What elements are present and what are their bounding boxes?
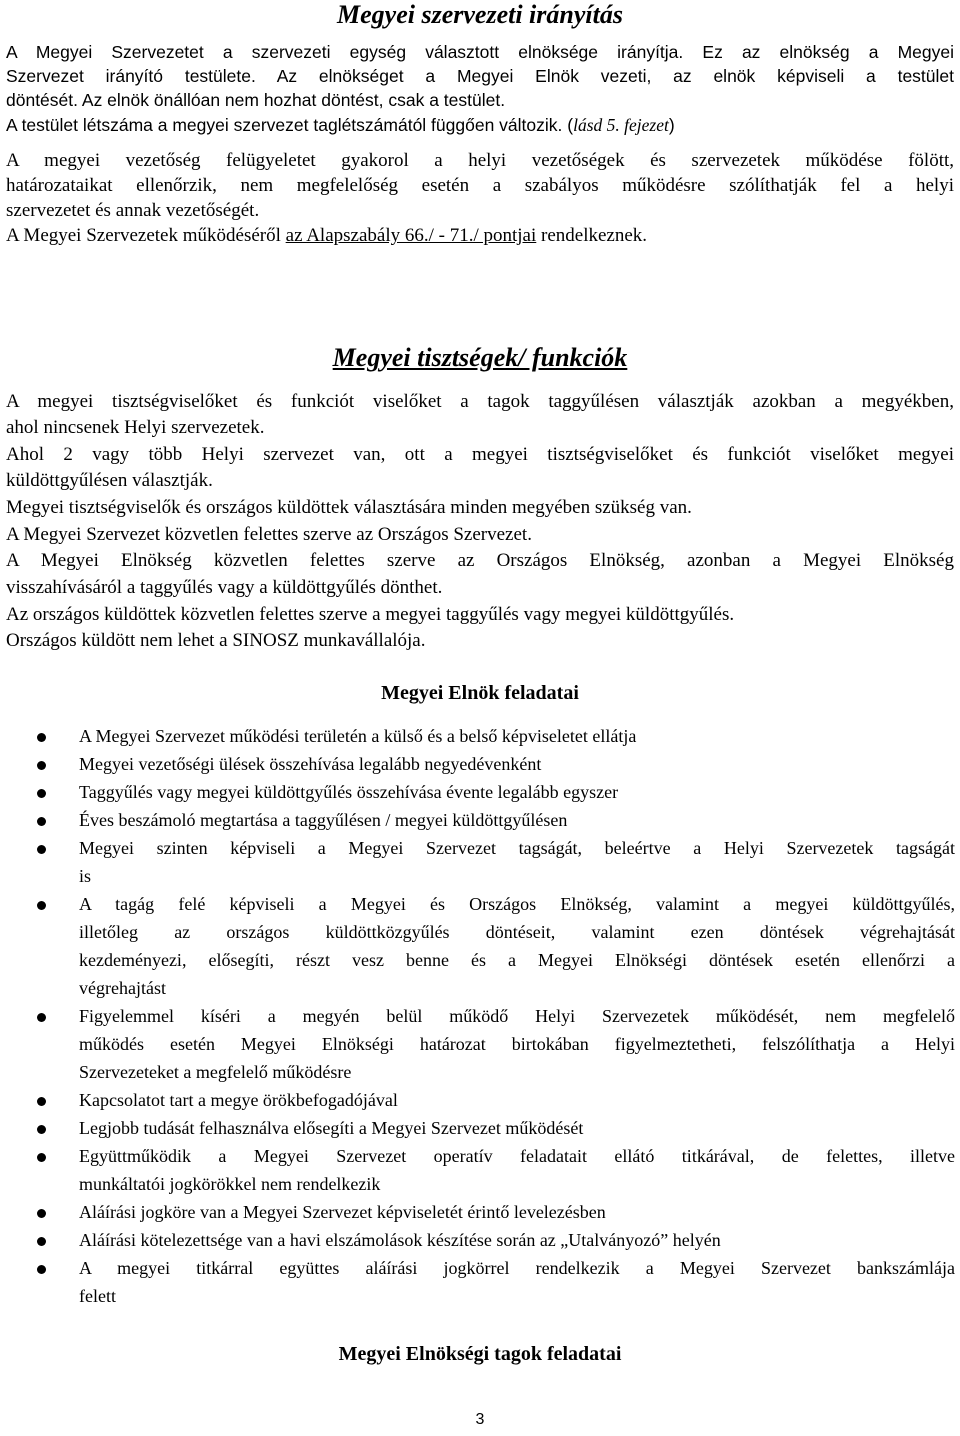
paragraph-line <box>6 113 954 137</box>
section-title-megyei-szervezeti-iranyitas: Megyei szervezeti irányítás <box>337 0 623 29</box>
paragraph-line: Ahol 2 vagy több Helyi szervezet van, ott a megyei tisztségviselőket és funkciót viselőket megyei <box>6 444 954 465</box>
section-title-megyei-tisztsegek: Megyei tisztségek/ funkciók <box>332 343 628 372</box>
bullet-item-line: Taggyűlés vagy megyei küldöttgyűlés összehívása évente legalább egyszer <box>79 782 619 802</box>
paragraph-line: Megyei tisztségviselők és országos küldöttek választására minden megyében szükség van. <box>6 497 692 518</box>
paragraph-line: A megyei tisztségviselőket és funkciót viselőket a tagok taggyűlésen választják azokban a megyékben, <box>6 391 954 412</box>
paragraph-line: döntését. Az elnök önállóan nem hozhat döntést, csak a testület. <box>6 90 506 110</box>
text-span: A testület létszáma a megyei szervezet taglétszámától függően változik. ( <box>6 115 574 135</box>
paragraph-line: Az országos küldöttek közvetlen felettes szerve a megyei taggyűlés vagy megyei küldöttgyűlés. <box>6 604 735 625</box>
section-heading-megyei-elnok-feladatai: Megyei Elnök feladatai <box>381 682 579 704</box>
page-number: 3 <box>475 1411 485 1428</box>
bullet-dot <box>37 733 46 742</box>
bullet-item-line: Együttműködik a Megyei Szervezet operatív feladatait ellátó titkárával, de felettes, illetve <box>79 1146 955 1166</box>
bullet-item-line: Megyei szinten képviseli a Megyei Szervezet tagságát, beleértve a Helyi Szervezetek tagságát <box>79 838 955 858</box>
bullet-dot <box>37 1209 46 1218</box>
paragraph-line: Szervezet irányító testülete. Az elnökséget a Megyei Elnök vezeti, az elnök képviseli a testület <box>6 66 954 86</box>
bullet-item-line: illetőleg az országos küldöttközgyűlés döntéseit, valamint ezen döntések végrehajtását <box>79 922 955 942</box>
bullet-dot <box>37 1125 46 1134</box>
bullet-dot <box>37 1265 46 1274</box>
bullet-dot <box>37 1013 46 1022</box>
paragraph-line: visszahívásáról a taggyűlés vagy a küldöttgyűlés dönthet. <box>6 577 443 598</box>
bullet-item-line: Aláírási kötelezettsége van a havi elszámolások készítése során az „Utalványozó” helyén <box>79 1230 721 1250</box>
bullet-item-line: végrehajtást <box>79 978 166 998</box>
bullet-item-line: Szervezeteket a megfelelő működésre <box>79 1062 352 1082</box>
bullet-item-line: Megyei vezetőségi ülések összehívása legalább negyedévenként <box>79 754 542 774</box>
bullet-item-line: Kapcsolatot tart a megye örökbefogadójával <box>79 1090 398 1110</box>
paragraph-line: ahol nincsenek Helyi szervezetek. <box>6 417 265 438</box>
bullet-item-line: Legjobb tudását felhasználva elősegíti a Megyei Szervezet működését <box>79 1118 584 1138</box>
bullet-item-line: működés esetén Megyei Elnökségi határozat birtokában figyelmeztetheti, felszólíthatja a Helyi <box>79 1034 955 1054</box>
paragraph-line: A megyei vezetőség felügyeletet gyakorol a helyi vezetőségek és szervezetek működése fölött, <box>6 150 954 171</box>
paragraph-line: küldöttgyűlésen választják. <box>6 470 213 491</box>
section-heading-elnoksegi-tagok-feladatai: Megyei Elnökségi tagok feladatai <box>338 1343 622 1365</box>
text-span: A Megyei Szervezetek működéséről <box>6 225 286 246</box>
paragraph-line: Országos küldött nem lehet a SINOSZ munkavállalója. <box>6 630 426 651</box>
text-span: ) <box>668 115 675 135</box>
bullet-item-line: Éves beszámoló megtartása a taggyűlésen / megyei küldöttgyűlésen <box>79 810 568 830</box>
paragraph-line: határozataikat ellenőrzik, nem megfelelőség esetén a szabályos működésre szólíthatják fel a helyi <box>6 175 954 196</box>
bullet-item-line: is <box>79 866 92 886</box>
bullet-item-line: kezdeményezi, elősegíti, részt vesz benne és a Megyei Elnökségi döntések esetén ellenőrzi a <box>79 950 955 970</box>
paragraph-line: A Megyei Szervezet közvetlen felettes szerve az Országos Szervezet. <box>6 524 532 545</box>
bullet-item-line: Figyelemmel kíséri a megyén belül működő Helyi Szervezetek működését, nem megfelelő <box>79 1006 955 1026</box>
bullet-item-line: Aláírási jogköre van a Megyei Szervezet képviseletét érintő levelezésben <box>79 1202 606 1222</box>
bullet-dot <box>37 817 46 826</box>
chapter-reference: lásd 5. fejezet <box>573 115 669 135</box>
paragraph-line: A Megyei Elnökség közvetlen felettes szerve az Országos Elnökség, azonban a Megyei Elnökség <box>6 550 954 571</box>
paragraph-line: A Megyei Szervezetet a szervezeti egység választott elnöksége irányítja. Ez az elnökség a Megyei <box>6 42 954 62</box>
bullet-dot <box>37 1237 46 1246</box>
text-span: rendelkeznek. <box>536 225 648 246</box>
bullet-item-line: felett <box>79 1286 116 1306</box>
paragraph-line: szervezetet és annak vezetőségét. <box>6 200 260 221</box>
bullet-dot <box>37 901 46 910</box>
alapszabaly-reference: az Alapszabály 66./ - 71./ pontjai <box>285 225 537 246</box>
bullet-item-line: A tagág felé képviseli a Megyei és Országos Elnökség, valamint a megyei küldöttgyűlés, <box>79 894 955 914</box>
bullet-item-line: A megyei titkárral együttes aláírási jogkörrel rendelkezik a Megyei Szervezet bankszámlája <box>79 1258 955 1278</box>
bullet-dot <box>37 845 46 854</box>
bullet-item-line: A Megyei Szervezet működési területén a külső és a belső képviseletet ellátja <box>79 726 637 746</box>
bullet-dot <box>37 789 46 798</box>
bullet-dot <box>37 761 46 770</box>
bullet-dot <box>37 1097 46 1106</box>
bullet-dot <box>37 1153 46 1162</box>
bullet-item-line: munkáltatói jogkörökkel nem rendelkezik <box>79 1174 381 1194</box>
paragraph-line <box>6 224 954 248</box>
